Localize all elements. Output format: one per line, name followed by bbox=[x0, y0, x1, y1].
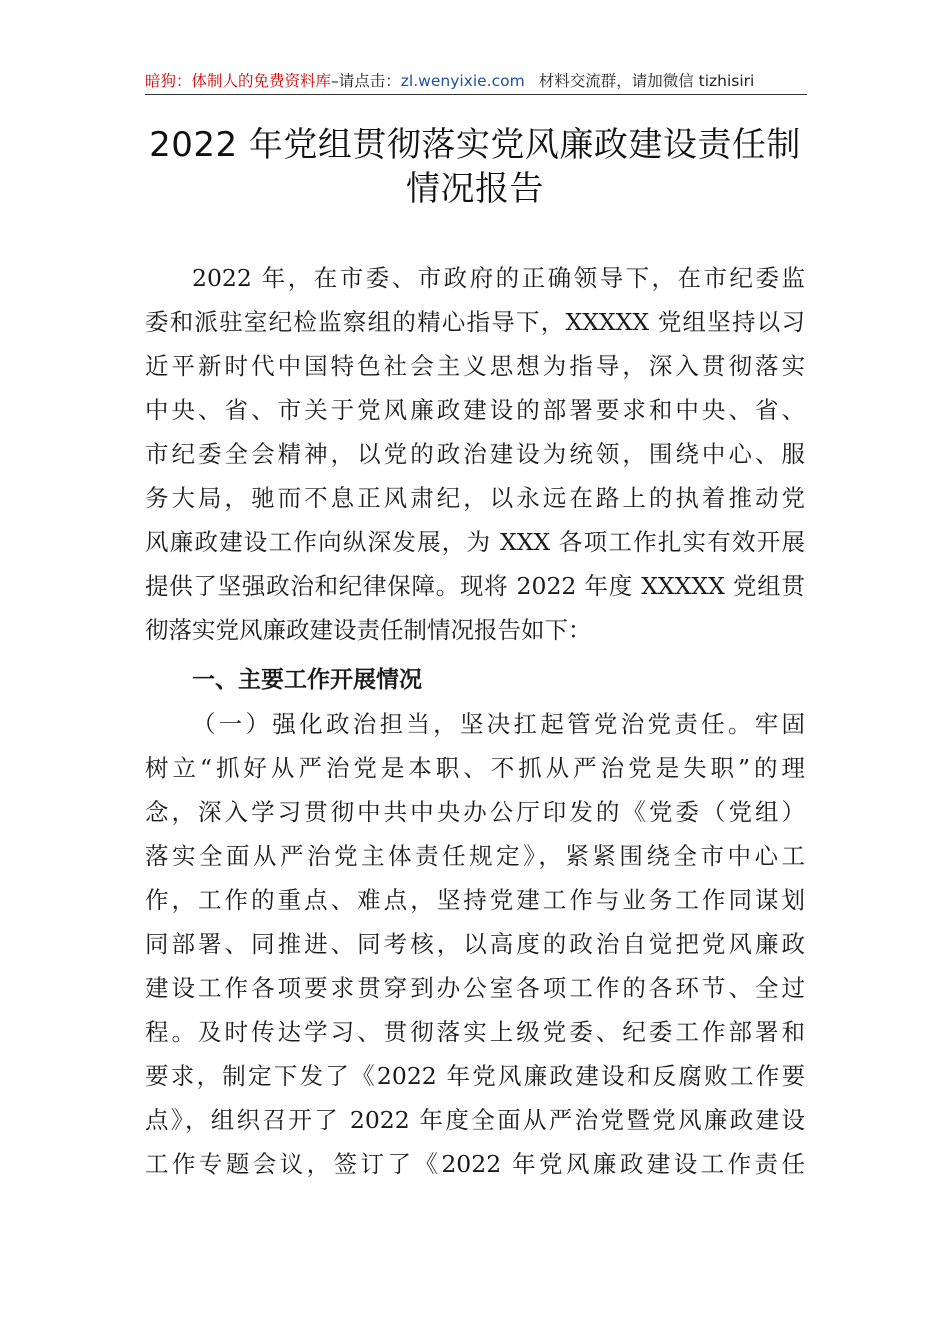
section-heading: 一、主要工作开展情况 bbox=[192, 667, 422, 693]
paragraph-line: 务大局，驰而不息正风肃纪，以永远在路上的执着推动党 bbox=[145, 484, 805, 512]
paragraph-line: 同部署、同推进、同考核，以高度的政治自觉把党风廉政 bbox=[145, 930, 805, 958]
paragraph-line: （一）强化政治担当，坚决扛起管党治党责任。牢固 bbox=[192, 710, 805, 738]
page-header bbox=[145, 68, 805, 94]
paragraph-line: 作，工作的重点、难点，坚持党建工作与业务工作同谋划 bbox=[145, 886, 805, 914]
document-title-line-1: 2022 年党组贯彻落实党风廉政建设责任制 bbox=[149, 125, 801, 165]
paragraph-line: 风廉政建设工作向纵深发展，为 XXX 各项工作扎实有效开展 bbox=[145, 528, 805, 556]
paragraph-line: 市纪委全会精神，以党的政治建设为统领，围绕中心、服 bbox=[145, 440, 805, 468]
header-url-link[interactable]: zl.wenyixie.com bbox=[400, 72, 525, 90]
document-title-line-2: 情况报告 bbox=[406, 169, 544, 209]
paragraph-line: 2022 年，在市委、市政府的正确领导下，在市纪委监 bbox=[192, 264, 805, 292]
paragraph-line: 要求，制定下发了《2022 年党风廉政建设和反腐败工作要 bbox=[145, 1062, 805, 1090]
paragraph-line: 建设工作各项要求贯穿到办公室各项工作的各环节、全过 bbox=[145, 974, 805, 1002]
header-click-prompt: –请点击： bbox=[331, 72, 401, 90]
header-divider bbox=[145, 94, 807, 95]
paragraph-line: 念，深入学习贯彻中共中央办公厅印发的《党委（党组） bbox=[145, 798, 805, 826]
header-wechat-note: 材料交流群，请加微信 tizhisiri bbox=[538, 72, 755, 90]
paragraph-line: 点》，组织召开了 2022 年度全面从严治党暨党风廉政建设 bbox=[145, 1106, 805, 1134]
paragraph-line: 工作专题会议，签订了《2022 年党风廉政建设工作责任 bbox=[145, 1150, 805, 1178]
paragraph-line: 落实全面从严治党主体责任规定》，紧紧围绕全市中心工 bbox=[145, 842, 805, 870]
paragraph-line: 中央、省、市关于党风廉政建设的部署要求和中央、省、 bbox=[145, 396, 805, 424]
paragraph-line: 委和派驻室纪检监察组的精心指导下，XXXXX 党组坚持以习 bbox=[145, 308, 805, 336]
paragraph-line: 程。及时传达学习、贯彻落实上级党委、纪委工作部署和 bbox=[145, 1018, 805, 1046]
paragraph-line: 树立“抓好从严治党是本职、不抓从严治党是失职”的理 bbox=[145, 754, 805, 782]
paragraph-line: 提供了坚强政治和纪律保障。现将 2022 年度 XXXXX 党组贯 bbox=[145, 572, 805, 600]
header-site-name: 暗狗：体制人的免费资料库 bbox=[145, 72, 332, 90]
paragraph-line: 近平新时代中国特色社会主义思想为指导，深入贯彻落实 bbox=[145, 352, 805, 380]
paragraph-line: 彻落实党风廉政建设责任制情况报告如下： bbox=[145, 616, 592, 644]
